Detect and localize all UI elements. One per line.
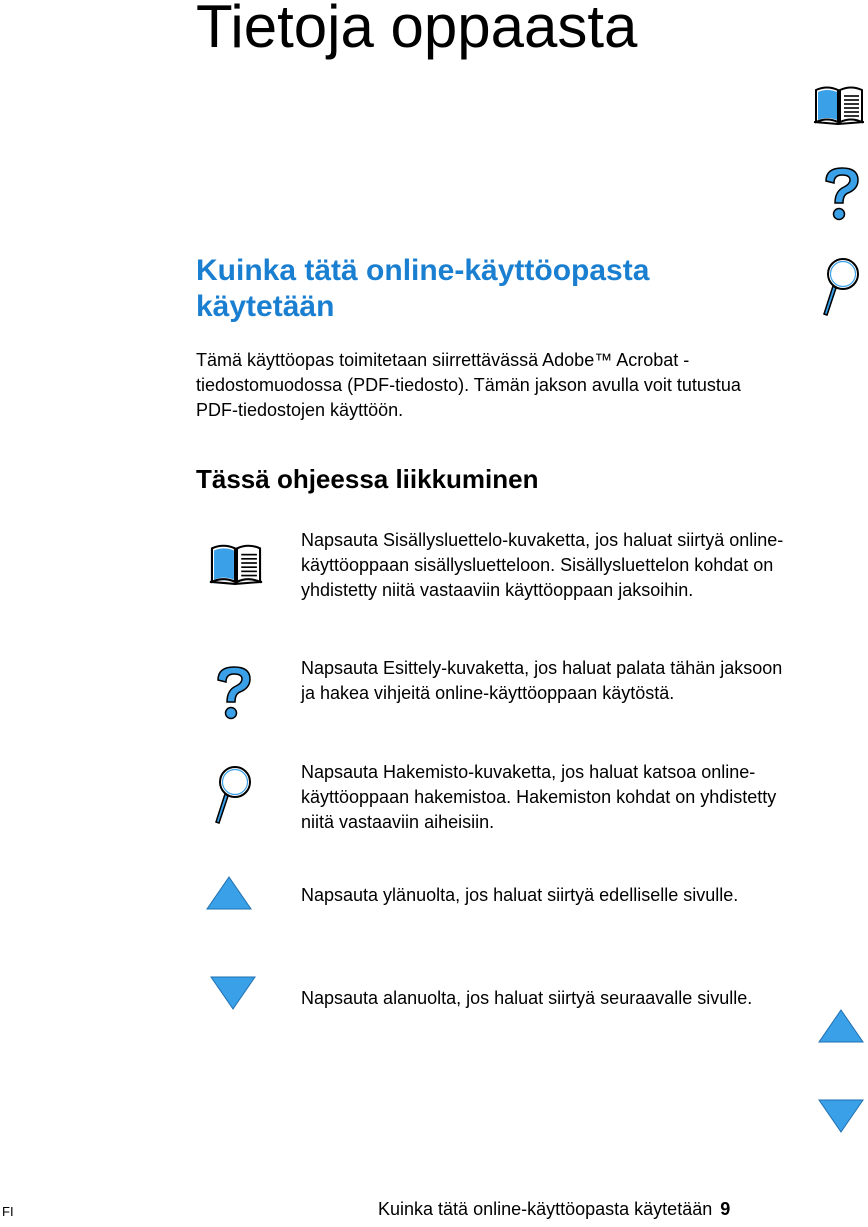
question-icon: [212, 664, 256, 724]
previous-page-button[interactable]: [816, 1008, 866, 1044]
arrow-up-legend-icon-wrap: [205, 875, 253, 911]
footer-language: FI: [2, 1204, 14, 1219]
intro-paragraph: Tämä käyttöopas toimitetaan siirrettävässä Adobe™ Acrobat -tiedostomuodossa (PDF-tiedosto). Tämän jakson avulla voit tutustua PDF-tiedostojen käyttöön.: [196, 350, 741, 420]
arrow-down-icon: [816, 1098, 866, 1134]
intro-nav-button[interactable]: [820, 165, 864, 225]
row-text-contents: Napsauta Sisällysluettelo-kuvaketta, jos haluat siirtyä online-käyttöoppaan sisällysluetteloon. Sisällysluettelon kohdat on yhdistetty niitä vastaaviin käyttöoppaan jaksoihin.: [301, 530, 784, 600]
row-text-up: Napsauta ylänuolta, jos haluat siirtyä edelliselle sivulle.: [301, 885, 739, 905]
row-text-intro: Napsauta Esittely-kuvaketta, jos haluat palata tähän jaksoon ja hakea vihjeitä online-käyttöoppaan käytöstä.: [301, 658, 783, 703]
question-icon: [820, 165, 864, 225]
magnifier-icon: [208, 764, 254, 826]
contents-nav-button[interactable]: [812, 82, 866, 126]
index-nav-button[interactable]: [816, 256, 862, 318]
page-number: 9: [720, 1199, 731, 1219]
magnifier-legend-icon-wrap: [208, 764, 254, 826]
book-legend-icon-wrap: [207, 540, 265, 586]
book-icon: [812, 82, 866, 126]
book-icon: [207, 540, 265, 586]
section-heading: Kuinka tätä online-käyttöopasta käytetään: [196, 254, 650, 323]
arrow-down-legend-icon-wrap: [209, 975, 257, 1011]
arrow-up-icon: [205, 875, 253, 911]
question-legend-icon-wrap: [212, 664, 256, 724]
footer-running-title: [378, 1199, 730, 1220]
row-text-index: Napsauta Hakemisto-kuvaketta, jos haluat katsoa online-käyttöoppaan hakemistoa. Hakemiston kohdat on yhdistetty niitä vastaaviin aiheisiin.: [301, 762, 777, 832]
magnifier-icon: [816, 256, 862, 318]
arrow-up-icon: [816, 1008, 866, 1044]
page-title: Tietoja oppaasta: [196, 0, 638, 60]
sub-heading: Tässä ohjeessa liikkuminen: [196, 464, 539, 494]
arrow-down-icon: [209, 975, 257, 1011]
footer-chapter: Kuinka tätä online-käyttöopasta käytetään: [378, 1199, 713, 1219]
next-page-button[interactable]: [816, 1098, 866, 1134]
row-text-down: Napsauta alanuolta, jos haluat siirtyä seuraavalle sivulle.: [301, 988, 753, 1008]
